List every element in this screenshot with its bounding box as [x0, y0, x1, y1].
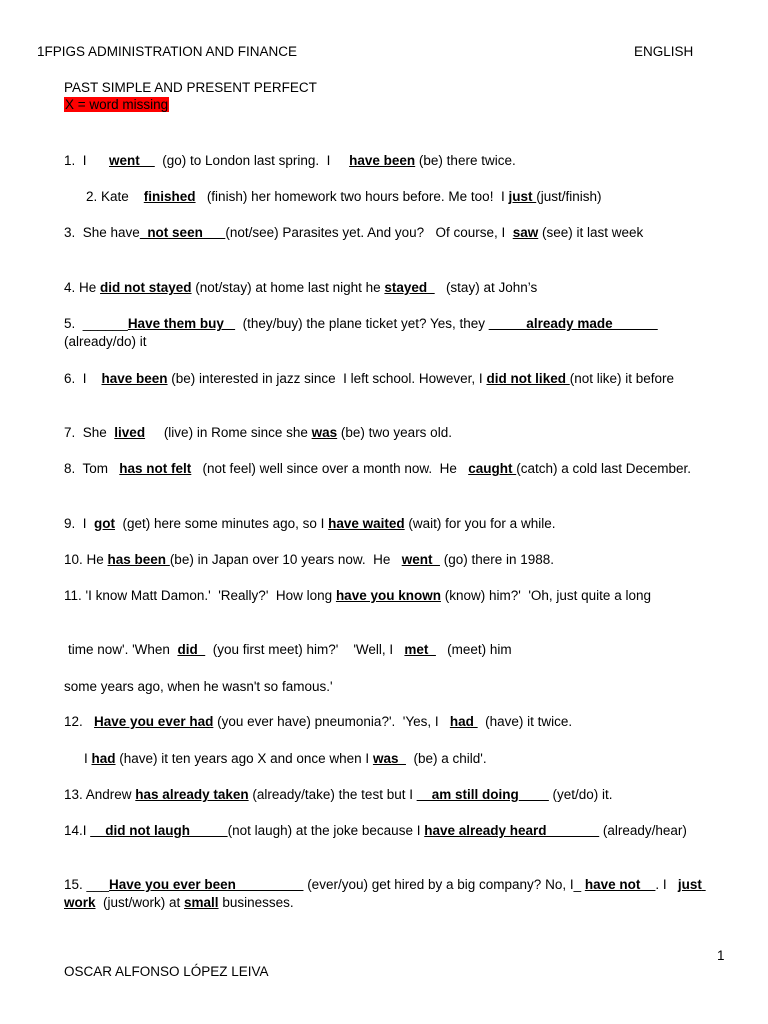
exercise-item — [64, 515, 724, 533]
answer-text: did — [177, 642, 206, 657]
answer-text: just — [508, 189, 537, 204]
header-left: 1FPIGS ADMINISTRATION AND FINANCE — [37, 44, 298, 59]
answer-text: went — [401, 552, 440, 567]
answer-text: went — [109, 153, 155, 168]
prompt-text: 2. Kate — [86, 189, 144, 204]
answer-text: __did not laugh_____ — [90, 823, 228, 838]
prompt-text: time now'. 'When — [68, 642, 178, 657]
answer-text: Have you ever had — [94, 714, 214, 729]
answer-text: did not stayed — [100, 280, 192, 295]
answer-text: has not felt — [119, 461, 192, 476]
answer-text: have waited — [328, 516, 405, 531]
prompt-text: (you first meet) him?' 'Well, I — [205, 642, 405, 657]
prompt-text: 7. She — [64, 425, 115, 440]
prompt-text: (live) in Rome since she — [145, 425, 312, 440]
header-right: ENGLISH — [634, 44, 694, 59]
prompt-text: 6. I — [64, 371, 102, 386]
prompt-text: (get) here some minutes ago, so I — [115, 516, 329, 531]
prompt-text: (go) to London last spring. I — [154, 153, 350, 168]
footer-author: OSCAR ALFONSO LÓPEZ LEIVA — [64, 964, 269, 979]
legend-highlight: X = word missing — [65, 97, 169, 112]
prompt-text: (they/buy) the plane ticket yet? Yes, they — [235, 316, 489, 331]
prompt-text: (ever/you) get hired by a big company? No, I_ — [303, 877, 585, 892]
prompt-text: 13. Andrew — [64, 787, 136, 802]
answer-text: had — [449, 714, 478, 729]
prompt-text: (not/see) Parasites yet. And you? Of course, I — [225, 225, 513, 240]
answer-text: Have you ever been_________ — [109, 877, 304, 892]
exercise-item — [64, 587, 724, 605]
answer-text: have been — [101, 371, 168, 386]
prompt-text: (not like) it before — [569, 371, 674, 386]
prompt-text: 1. I — [64, 153, 110, 168]
prompt-text: (know) him?' 'Oh, just quite a long — [440, 588, 651, 603]
answer-text: was — [311, 425, 338, 440]
answer-text: lived — [114, 425, 146, 440]
answer-text: have not__ — [584, 877, 656, 892]
prompt-text: (just/finish) — [536, 189, 602, 204]
prompt-text: 4. He — [64, 280, 101, 295]
answer-text: small — [184, 895, 219, 910]
exercise-item — [64, 224, 724, 242]
prompt-text: (be) a child'. — [405, 751, 487, 766]
prompt-text: (not feel) well since over a month now. He — [191, 461, 469, 476]
answer-text: has been — [107, 552, 170, 567]
exercise-item — [86, 188, 746, 206]
answer-text: stayed — [384, 280, 435, 295]
exercise-item — [64, 315, 724, 351]
prompt-text: 14.I — [64, 823, 91, 838]
exercise-item — [64, 876, 724, 912]
prompt-text: some years ago, when he wasn't so famous.' — [64, 679, 333, 694]
answer-text: have already heard_______ — [424, 823, 600, 838]
prompt-text: (already/do) it — [64, 316, 662, 349]
prompt-text: (not/stay) at home last night he — [191, 280, 385, 295]
prompt-text: 5. ______ — [64, 316, 128, 331]
prompt-text: (be) two years old. — [337, 425, 452, 440]
answer-text: Have them buy — [127, 316, 236, 331]
prompt-text: 9. I — [64, 516, 95, 531]
prompt-text: (wait) for you for a while. — [404, 516, 556, 531]
prompt-text: 11. 'I know Matt Damon.' 'Really?' How long — [64, 588, 336, 603]
exercise-item — [64, 713, 724, 731]
answer-text: not seen — [139, 225, 226, 240]
prompt-text: (already/take) the test but I — [248, 787, 417, 802]
prompt-text: 3. She have — [64, 225, 140, 240]
prompt-text: (be) interested in jazz since I left school. However, I — [167, 371, 487, 386]
exercise-item — [64, 551, 724, 569]
prompt-text: businesses. — [218, 895, 294, 910]
prompt-text: (see) it last week — [538, 225, 644, 240]
answer-text: caught — [468, 461, 517, 476]
exercise-item — [64, 370, 724, 388]
exercise-item — [64, 786, 724, 804]
exercise-item — [64, 822, 724, 840]
answer-text: just work — [64, 877, 706, 910]
exercise-item — [64, 279, 724, 297]
answer-text: met — [404, 642, 436, 657]
exercise-item — [64, 678, 724, 696]
page-number: 1 — [717, 948, 725, 963]
answer-text: was — [372, 751, 406, 766]
prompt-text: (just/work) at — [95, 895, 185, 910]
prompt-text: I — [84, 751, 92, 766]
prompt-text: 8. Tom — [64, 461, 120, 476]
exercise-item — [64, 424, 724, 442]
prompt-text: (yet/do) it. — [548, 787, 613, 802]
prompt-text: (already/hear) — [599, 823, 687, 838]
exercise-item — [64, 460, 724, 478]
prompt-text: 12. — [64, 714, 95, 729]
answer-text: have been — [349, 153, 416, 168]
prompt-text: (you ever have) pneumonia?'. 'Yes, I — [213, 714, 450, 729]
answer-text: __am still doing____ — [416, 787, 549, 802]
page-title: PAST SIMPLE AND PRESENT PERFECT — [64, 80, 317, 95]
prompt-text: (have) it twice. — [477, 714, 573, 729]
exercise-item — [84, 750, 744, 768]
answer-text: saw — [512, 225, 539, 240]
prompt-text: (meet) him — [435, 642, 512, 657]
prompt-text: (be) in Japan over 10 years now. He — [169, 552, 402, 567]
answer-text: have you known — [335, 588, 441, 603]
exercise-item — [64, 152, 724, 170]
prompt-text: (stay) at John’s — [434, 280, 538, 295]
prompt-text: (catch) a cold last December. — [516, 461, 692, 476]
prompt-text: (have) it ten years ago X and once when I — [115, 751, 373, 766]
prompt-text: (finish) her homework two hours before. Me too! I — [195, 189, 509, 204]
answer-text: _____already made______ — [488, 316, 658, 331]
prompt-text: . I — [655, 877, 678, 892]
prompt-text: 10. He — [64, 552, 108, 567]
exercise-item — [68, 641, 728, 659]
prompt-text: (be) there twice. — [415, 153, 516, 168]
answer-text: finished — [143, 189, 196, 204]
answer-text: had — [91, 751, 116, 766]
answer-text: has already taken — [135, 787, 249, 802]
prompt-text: (go) there in 1988. — [439, 552, 555, 567]
prompt-text: (not laugh) at the joke because I — [227, 823, 425, 838]
prompt-text: 15. ___ — [64, 877, 110, 892]
answer-text: got — [94, 516, 116, 531]
answer-text: did not liked — [486, 371, 570, 386]
